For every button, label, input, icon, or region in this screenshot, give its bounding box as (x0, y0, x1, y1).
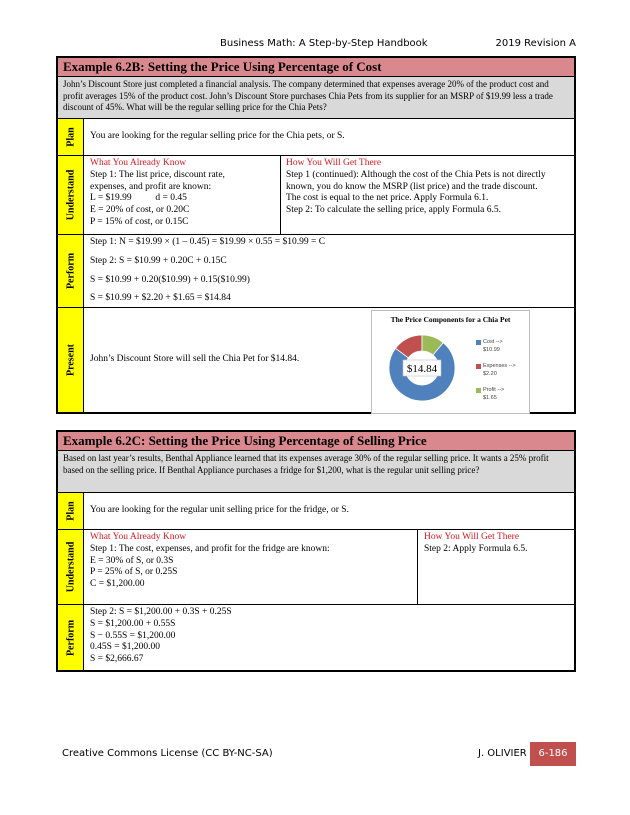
pie-chart (372, 323, 472, 413)
already-know-heading: What You Already Know (90, 532, 187, 542)
perform-row (58, 605, 574, 670)
example-title: Example 6.2C: Setting the Price Using Percentage of Selling Price (58, 432, 574, 451)
legend-swatch (476, 388, 481, 393)
legend-value: $10.99 (483, 347, 500, 353)
legend-label: Cost --> (483, 339, 503, 345)
present-row (58, 308, 574, 412)
how-line: Step 1 (continued): Although the cost of the Chia Pets is not directly (286, 169, 546, 180)
perform-line: Step 2: S = $10.99 + 0.20C + 0.15C (90, 256, 227, 266)
perform-steps (90, 607, 232, 666)
present-label: Present (58, 308, 84, 412)
already-know (90, 532, 412, 591)
revision-label: 2019 Revision A (495, 38, 576, 49)
plan-row (58, 493, 574, 530)
example-6-2c (56, 430, 576, 672)
plan-text: You are looking for the regular unit selling price for the fridge, or S. (90, 505, 349, 515)
perform-label: Perform (58, 605, 84, 670)
legend-value: $2.20 (483, 371, 497, 377)
already-know (90, 158, 276, 229)
page-footer (62, 742, 576, 766)
plan-label: Plan (58, 119, 84, 155)
page-header (62, 38, 576, 52)
legend-label: Expenses --> (483, 363, 516, 369)
author-name: J. OLIVIER (478, 748, 527, 759)
perform-line: S − 0.55S = $1,200.00 (90, 630, 176, 641)
legend-label: Profit --> (483, 387, 505, 393)
how-line: known, you do know the MSRP (list price) and the trade discount. (286, 181, 538, 192)
legend-swatch (476, 340, 481, 345)
perform-row (58, 235, 574, 308)
know-line: P = 15% of cost, or 0.15C (90, 216, 189, 227)
legend-value: $1.65 (483, 395, 497, 401)
price-components-chart (371, 310, 530, 414)
how-get-there (286, 158, 572, 217)
know-line: C = $1,200.00 (90, 579, 145, 590)
plan-row (58, 119, 574, 156)
perform-line: S = $10.99 + 0.20($10.99) + 0.15($10.99) (90, 275, 250, 285)
center-label: $14.84 (406, 363, 438, 375)
how-get-there-heading: How You Will Get There (424, 532, 520, 542)
example-6-2b (56, 56, 576, 414)
legend-swatch (476, 364, 481, 369)
perform-line: Step 2: S = $1,200.00 + 0.3S + 0.25S (90, 607, 232, 617)
problem-statement: Based on last year’s results, Benthal Appliance learned that its expenses average 30% of the regular selling price. It wants a 25% profit based on the selling price. If Benthal Appliance purchases a fridge for $1,200, what is the regular unit selling price? (58, 451, 574, 493)
how-get-there-heading: How You Will Get There (286, 158, 382, 168)
understand-row (58, 156, 574, 235)
perform-line: S = $2,666.67 (90, 654, 144, 665)
problem-statement: John’s Discount Store just completed a financial analysis. The company determined that expenses average 20% of the product cost and profit averages 15% of the product cost. John’s Discount Store purchases Chia Pets from its supplier for an MSRP of $19.99 less a trade discount of 45%. What will be the regular selling price for the Chia Pets? (58, 77, 574, 119)
understand-label: Understand (58, 156, 84, 234)
plan-label: Plan (58, 493, 84, 529)
present-text: John’s Discount Store will sell the Chia Pet for $14.84. (90, 354, 300, 364)
perform-line: S = $1,200.00 + 0.55S (90, 618, 176, 629)
example-title: Example 6.2B: Setting the Price Using Percentage of Cost (58, 58, 574, 77)
know-line: expenses, and profit are known: (90, 181, 212, 192)
know-line: Step 1: The list price, discount rate, (90, 169, 225, 180)
know-line: Step 1: The cost, expenses, and profit for the fridge are known: (90, 543, 330, 554)
perform-label: Perform (58, 235, 84, 307)
book-title: Business Math: A Step-by-Step Handbook (220, 38, 428, 49)
perform-line: S = $10.99 + $2.20 + $1.65 = $14.84 (90, 293, 231, 303)
how-line: The cost is equal to the net price. Apply Formula 6.1. (286, 193, 489, 204)
already-know-heading: What You Already Know (90, 158, 187, 168)
how-line: Step 2: Apply Formula 6.5. (424, 543, 528, 554)
know-line: E = 30% of S, or 0.3S (90, 555, 174, 566)
page-number-badge: 6-186 (530, 742, 576, 766)
know-line: E = 20% of cost, or 0.20C (90, 205, 190, 216)
how-line: Step 2: To calculate the selling price, apply Formula 6.5. (286, 205, 501, 216)
license-text: Creative Commons License (CC BY-NC-SA) (62, 748, 273, 759)
perform-line: Step 1: N = $19.99 × (1 – 0.45) = $19.99 × 0.55 = $10.99 = C (90, 237, 326, 247)
perform-line: 0.45S = $1,200.00 (90, 642, 161, 653)
understand-label: Understand (58, 530, 84, 604)
know-line: L = $19.99 d = 0.45 (90, 193, 187, 204)
how-get-there (424, 532, 572, 556)
plan-text: You are looking for the regular selling price for the Chia pets, or S. (90, 131, 345, 141)
know-line: P = 25% of S, or 0.25S (90, 567, 178, 578)
chart-title: The Price Components for a Chia Pet (390, 315, 511, 324)
understand-row (58, 530, 574, 605)
